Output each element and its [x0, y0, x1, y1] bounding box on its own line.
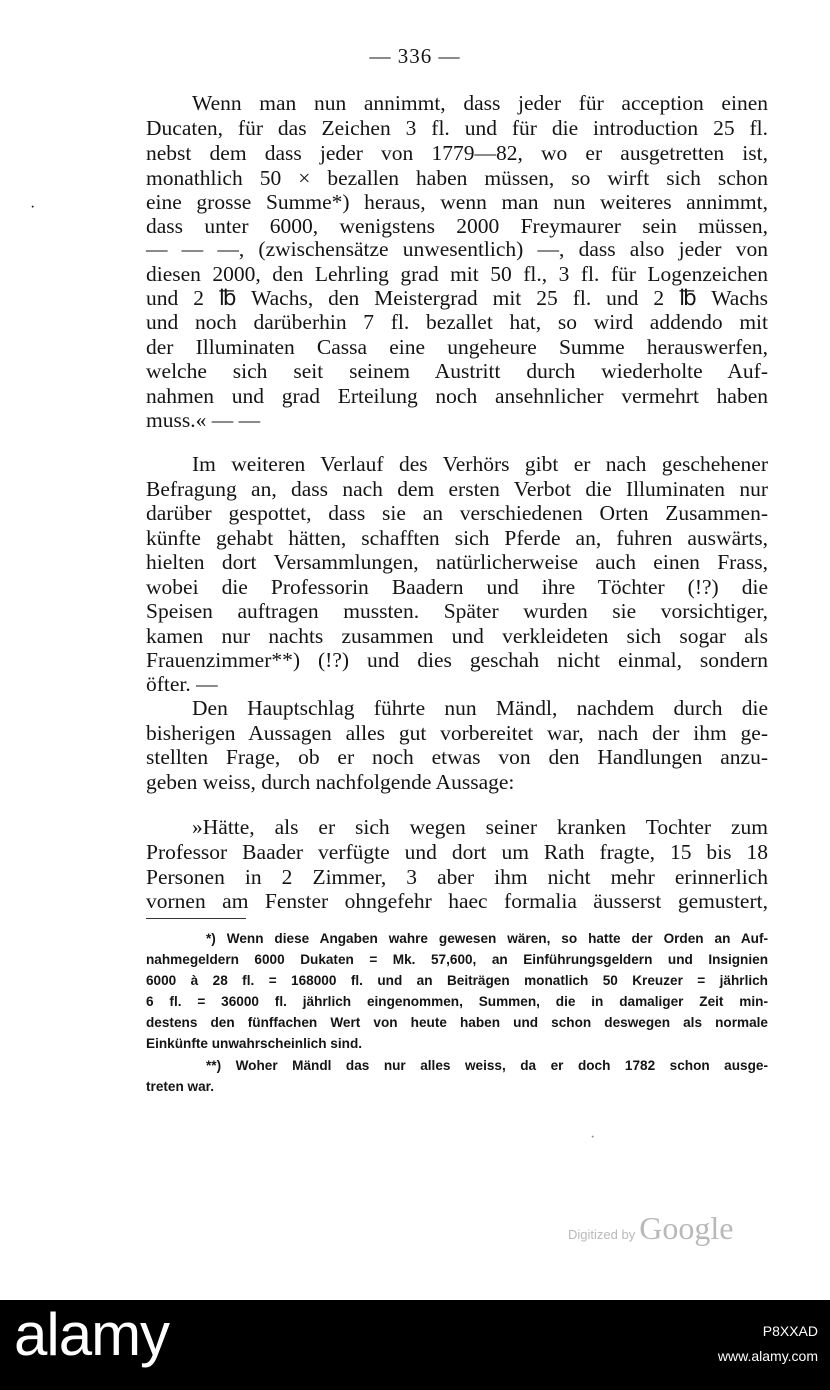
- text-line: Wenn man nun annimmt, dass jeder für acception einen: [192, 91, 768, 115]
- text-line: Professor Baader verfügte und dort um Rath fragte, 15 bis 18: [146, 840, 768, 864]
- text-line: hielten dort Versammlungen, natürlicherweise auch einen Frass,: [146, 550, 768, 574]
- site-url: www.alamy.com: [717, 1348, 818, 1364]
- footnote-line: destens den fünffachen Wert von heute haben und schon deswegen als normale: [146, 1015, 768, 1030]
- text-line: Im weiteren Verlauf des Verhörs gibt er nach geschehener: [192, 452, 768, 476]
- text-line: der Illuminaten Cassa eine ungeheure Summe herauswerfen,: [146, 335, 768, 359]
- text-line: bisherigen Aussagen alles gut vorbereitet war, nach der ihm ge-: [146, 721, 768, 745]
- text-line: Ducaten, für das Zeichen 3 fl. und für die introduction 25 fl.: [146, 116, 768, 140]
- footnote-line: nahmegeldern 6000 Dukaten = Mk. 57,600, an Einführungsgeldern und Insignien: [146, 952, 768, 967]
- footnote-rule: [146, 918, 246, 919]
- digitized-prefix: Digitized by: [568, 1227, 636, 1242]
- digitized-by-google: [568, 1210, 733, 1247]
- text-line: welche sich seit seinem Austritt durch wiederholte Auf-: [146, 359, 768, 383]
- text-line: Speisen auftragen mussten. Später wurden sie vorsichtiger,: [146, 599, 768, 623]
- text-line: muss.« — —: [146, 408, 261, 432]
- text-line: — — —, (zwischensätze unwesentlich) —, dass also jeder von: [146, 237, 768, 261]
- google-logo: Google: [639, 1210, 734, 1246]
- text-line: Personen in 2 Zimmer, 3 aber ihm nicht mehr erinnerlich: [146, 865, 768, 889]
- footnote-line: **) Woher Mändl das nur alles weiss, da er doch 1782 schon ausge-: [206, 1058, 768, 1073]
- footnote-line: 6 fl. = 36000 fl. jährlich eingenommen, Summen, die in damaliger Zeit min-: [146, 994, 768, 1009]
- text-line: stellten Frage, ob er noch etwas von den Handlungen anzu-: [146, 745, 768, 769]
- text-line: kamen nur nachts zusammen und verkleideten sich sogar als: [146, 624, 768, 648]
- text-line: und 2 ℔ Wachs, den Meistergrad mit 25 fl. und 2 ℔ Wachs: [146, 286, 768, 310]
- text-line: und noch darüberhin 7 fl. bezallet hat, so wird addendo mit: [146, 310, 768, 334]
- image-id: P8XXAD: [762, 1323, 818, 1339]
- scan-speck: ·: [590, 1129, 596, 1146]
- text-line: eine grosse Summe*) heraus, wenn man nun weiteres annimmt,: [146, 190, 768, 214]
- alamy-logo: alamy: [14, 1301, 170, 1368]
- text-line: künfte gehabt hätten, schafften sich Pferde an, fuhren auswärts,: [146, 526, 768, 550]
- footnote-line: treten war.: [146, 1079, 214, 1094]
- text-line: geben weiss, durch nachfolgende Aussage:: [146, 770, 515, 794]
- text-line: diesen 2000, den Lehrling grad mit 50 fl., 3 fl. für Logenzeichen: [146, 262, 768, 286]
- text-line: nebst dem dass jeder von 1779—82, wo er ausgetretten ist,: [146, 141, 768, 165]
- text-line: monathlich 50 × bezallen haben müssen, so wirft sich schon: [146, 166, 768, 190]
- footnote-line: Einkünfte unwahrscheinlich sind.: [146, 1036, 363, 1051]
- text-line: vornen am Fenster ohngefehr haec formalia äusserst gemustert,: [146, 889, 768, 913]
- text-line: Befragung an, dass nach dem ersten Verbot die Illuminaten nur: [146, 477, 768, 501]
- text-line: nahmen und grad Erteilung noch ansehnlicher vermehrt haben: [146, 384, 768, 408]
- text-line: öfter. —: [146, 672, 218, 696]
- page-number: — 336 —: [369, 44, 461, 68]
- scan-speck: ·: [30, 199, 36, 216]
- text-line: wobei die Professorin Baadern und ihre Töchter (!?) die: [146, 575, 768, 599]
- text-line: Frauenzimmer**) (!?) und dies geschah nicht einmal, sondern: [146, 648, 768, 672]
- text-line: »Hätte, als er sich wegen seiner kranken Tochter zum: [192, 815, 768, 839]
- footnote-line: *) Wenn diese Angaben wahre gewesen wären, so hatte der Orden an Auf-: [206, 931, 768, 946]
- text-line: darüber gespottet, dass sie an verschiedenen Orten Zusammen-: [146, 501, 768, 525]
- text-line: dass unter 6000, wenigstens 2000 Freymaurer sein müssen,: [146, 214, 768, 238]
- text-line: Den Hauptschlag führte nun Mändl, nachdem durch die: [192, 696, 768, 720]
- footnote-line: 6000 à 28 fl. = 168000 fl. und an Beiträgen monatlich 50 Kreuzer = jährlich: [146, 973, 768, 988]
